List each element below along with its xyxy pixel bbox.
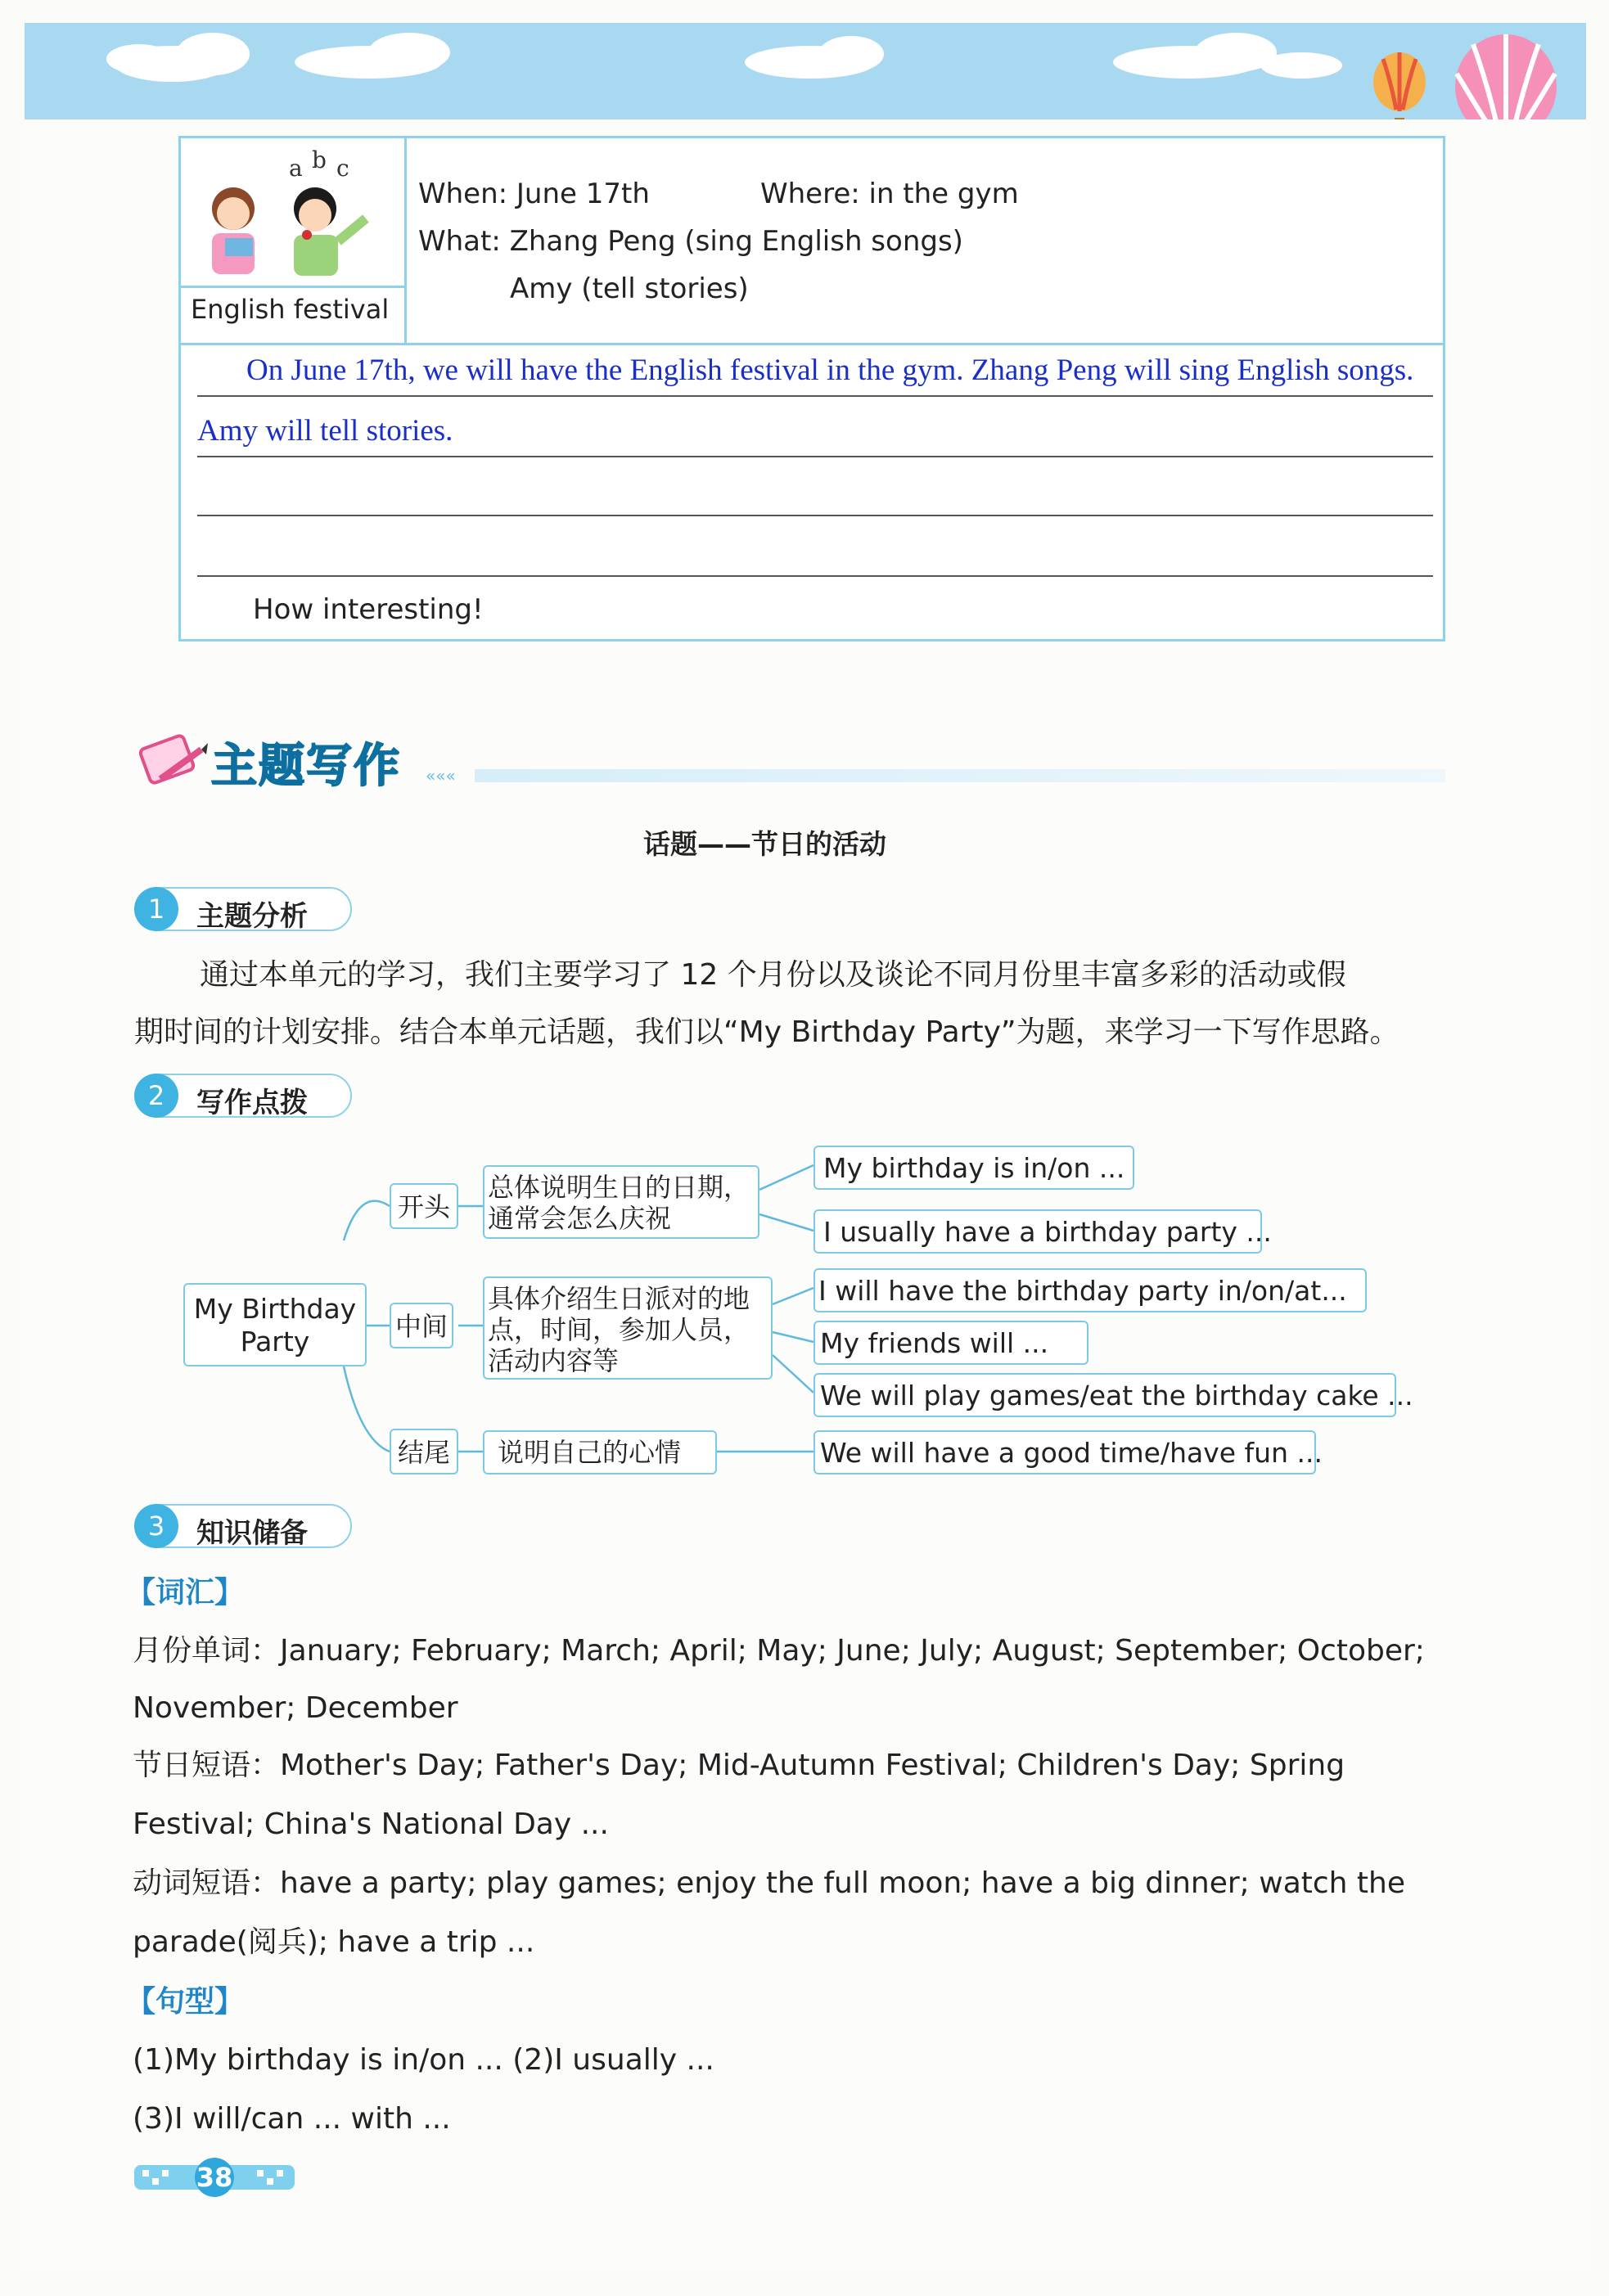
mindmap-desc-opening — [483, 1165, 759, 1239]
sentence-pattern-1-2: (1)My birthday is in/on ... (2)I usually ... — [133, 2043, 714, 2077]
page-number: 38 — [196, 2162, 233, 2193]
subsection-label: 知识储备 — [196, 1517, 308, 1550]
mindmap-desc-line: 点，时间，参加人员， — [488, 1314, 750, 1345]
subsection-number: 2 — [134, 1074, 178, 1118]
closing-text: How interesting! — [253, 593, 484, 626]
svg-text:c: c — [336, 155, 349, 182]
topic-heading: 话题——节日的活动 — [643, 828, 886, 860]
months-line-2: November; December — [133, 1691, 458, 1725]
section-title: 主题写作 — [211, 740, 401, 793]
svg-text:a: a — [289, 155, 303, 182]
mindmap-leaf: My friends will ... — [814, 1321, 1088, 1365]
vocab-heading: 【词汇】 — [126, 1576, 245, 1609]
what-text-2: Amy (tell stories) — [510, 272, 749, 305]
verbs-line-2: parade(阅兵); have a trip ... — [133, 1925, 535, 1959]
mindmap-desc-line: 总体说明生日的日期， — [488, 1172, 750, 1203]
answer-line-1: On June 17th, we will have the English festival in the gym. Zhang Peng will sing English songs. — [246, 353, 1414, 387]
festivals-line-1: 节日短语：Mother's Day; Father's Day; Mid-Autumn Festival; Children's Day; Spring — [133, 1749, 1345, 1782]
subsection-number: 1 — [134, 887, 178, 931]
mindmap-desc-line: 活动内容等 — [488, 1345, 620, 1376]
mindmap-leaf: We will play games/eat the birthday cake ... — [814, 1373, 1396, 1417]
mindmap-root-line-1: My Birthday — [193, 1293, 357, 1325]
mindmap-desc-line: 具体介绍生日派对的地 — [488, 1283, 750, 1314]
sentence-heading: 【句型】 — [126, 1985, 245, 2019]
mindmap-branch-middle: 中间 — [390, 1303, 453, 1348]
verbs-line-1: 动词短语：have a party; play games; enjoy the full moon; have a big dinner; watch the — [133, 1866, 1405, 1900]
mindmap-desc-middle — [483, 1276, 773, 1380]
mindmap-leaf: We will have a good time/have fun ... — [814, 1430, 1316, 1474]
mindmap-desc-ending: 说明自己的心情 — [483, 1430, 717, 1474]
mindmap-root-line-2: Party — [240, 1326, 310, 1357]
where-text: Where: in the gym — [760, 178, 1019, 210]
subsection-pill-knowledge — [137, 1504, 352, 1548]
mindmap-branch-ending: 结尾 — [390, 1429, 458, 1474]
sentence-pattern-3: (3)I will/can ... with ... — [133, 2102, 451, 2136]
subsection-label: 主题分析 — [196, 900, 308, 933]
section-title-arrows: ««« — [426, 766, 456, 786]
mindmap-root — [183, 1283, 367, 1366]
answer-line-2: Amy will tell stories. — [197, 414, 453, 448]
what-text: What: Zhang Peng (sing English songs) — [418, 225, 963, 258]
svg-text:b: b — [312, 146, 327, 173]
subsection-label: 写作点拨 — [196, 1087, 308, 1119]
image-label: English festival — [191, 294, 390, 325]
mindmap-leaf: My birthday is in/on ... — [814, 1146, 1134, 1190]
festivals-line-2: Festival; China's National Day ... — [133, 1808, 609, 1841]
mindmap-desc-line: 通常会怎么庆祝 — [488, 1203, 672, 1234]
analysis-paragraph-line-2: 期时间的计划安排。结合本单元话题，我们以“My Birthday Party”为题，来学习一下写作思路。 — [134, 1015, 1399, 1049]
analysis-paragraph-line-1: 通过本单元的学习，我们主要学习了 12 个月份以及谈论不同月份里丰富多彩的活动或假 — [200, 958, 1346, 992]
subsection-number: 3 — [134, 1504, 178, 1548]
mindmap-branch-opening: 开头 — [390, 1183, 458, 1229]
mindmap-leaf: I will have the birthday party in/on/at... — [814, 1268, 1367, 1312]
months-line-1: 月份单词：January; February; March; April; May; June; July; August; September; October; — [133, 1634, 1425, 1668]
mindmap-leaf: I usually have a birthday party ... — [814, 1209, 1262, 1254]
when-text: When: June 17th — [418, 178, 650, 210]
